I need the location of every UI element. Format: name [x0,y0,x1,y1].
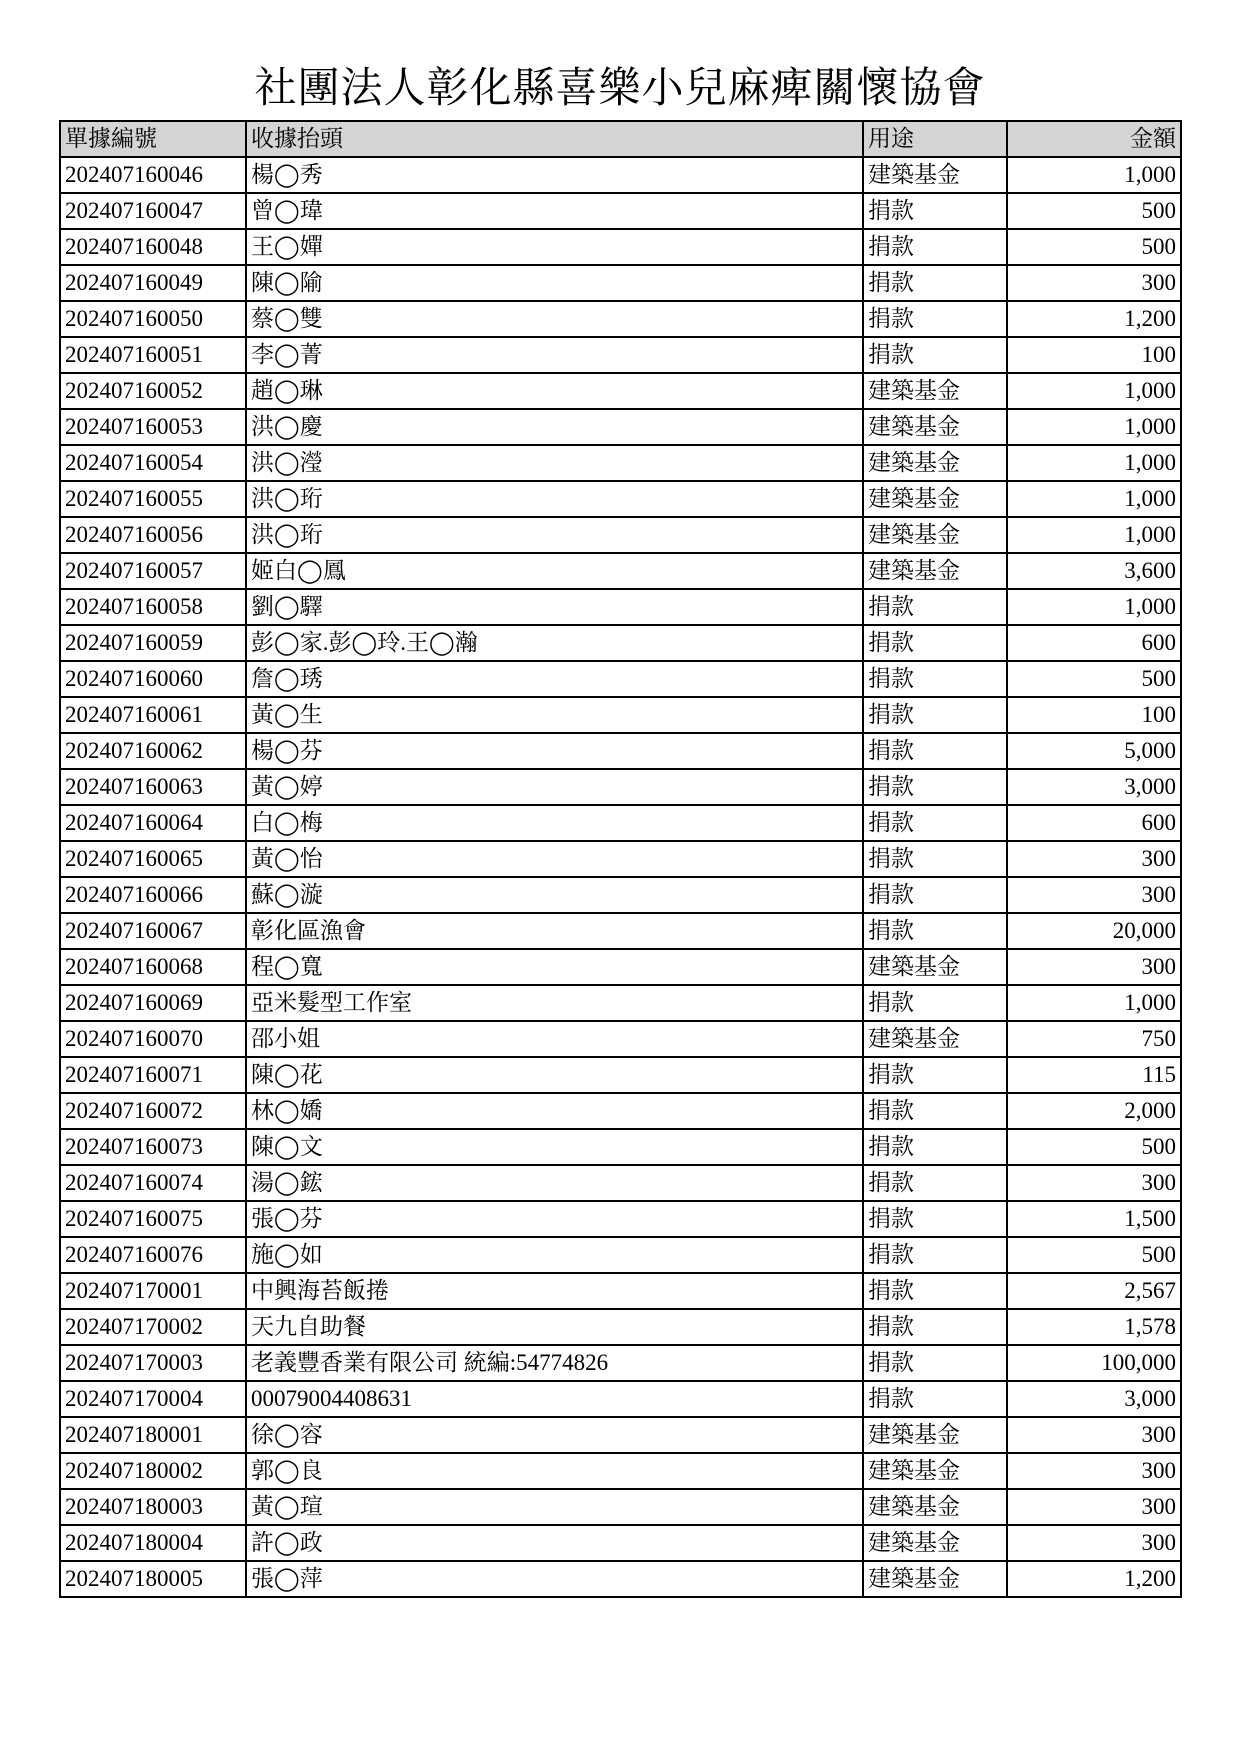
cell-payee: 林◯嬌 [246,1093,863,1129]
cell-payee: 蘇◯漩 [246,877,863,913]
cell-amount: 300 [1007,1489,1181,1525]
cell-purpose: 捐款 [863,265,1007,301]
cell-payee: 蔡◯雙 [246,301,863,337]
cell-purpose: 捐款 [863,1093,1007,1129]
cell-amount: 1,000 [1007,157,1181,193]
table-row [60,913,1181,949]
table-row [60,193,1181,229]
cell-payee: 張◯芬 [246,1201,863,1237]
cell-receipt-id: 202407160061 [60,697,246,733]
cell-amount: 300 [1007,841,1181,877]
table-row [60,1489,1181,1525]
cell-amount: 20,000 [1007,913,1181,949]
cell-purpose: 建築基金 [863,481,1007,517]
cell-amount: 1,000 [1007,481,1181,517]
table-row [60,949,1181,985]
table-row [60,805,1181,841]
table-row [60,553,1181,589]
cell-payee: 詹◯琇 [246,661,863,697]
cell-purpose: 捐款 [863,661,1007,697]
cell-amount: 1,000 [1007,985,1181,1021]
cell-purpose: 捐款 [863,805,1007,841]
cell-purpose: 捐款 [863,1381,1007,1417]
cell-purpose: 建築基金 [863,373,1007,409]
cell-amount: 2,567 [1007,1273,1181,1309]
cell-amount: 1,000 [1007,589,1181,625]
cell-payee: 白◯梅 [246,805,863,841]
table-row [60,589,1181,625]
table-row [60,445,1181,481]
cell-purpose: 捐款 [863,1057,1007,1093]
table-row [60,265,1181,301]
cell-amount: 500 [1007,661,1181,697]
cell-purpose: 捐款 [863,769,1007,805]
cell-purpose: 捐款 [863,1201,1007,1237]
page-title: 社團法人彰化縣喜樂小兒麻痺關懷協會 [254,63,986,112]
cell-payee: 老義豐香業有限公司 統編:54774826 [246,1345,863,1381]
table-row [60,1525,1181,1561]
cell-purpose: 捐款 [863,1237,1007,1273]
cell-purpose: 捐款 [863,301,1007,337]
cell-purpose: 捐款 [863,193,1007,229]
cell-payee: 亞米髮型工作室 [246,985,863,1021]
cell-payee: 姬白◯鳳 [246,553,863,589]
cell-payee: 陳◯文 [246,1129,863,1165]
cell-payee: 黃◯生 [246,697,863,733]
cell-receipt-id: 202407160057 [60,553,246,589]
cell-payee: 李◯菁 [246,337,863,373]
cell-purpose: 捐款 [863,841,1007,877]
cell-purpose: 捐款 [863,1273,1007,1309]
cell-purpose: 捐款 [863,985,1007,1021]
cell-payee: 郭◯良 [246,1453,863,1489]
cell-receipt-id: 202407160076 [60,1237,246,1273]
cell-receipt-id: 202407160074 [60,1165,246,1201]
cell-purpose: 建築基金 [863,1021,1007,1057]
table-row [60,1165,1181,1201]
cell-receipt-id: 202407160059 [60,625,246,661]
table-row [60,1057,1181,1093]
table-row [60,625,1181,661]
cell-purpose: 捐款 [863,877,1007,913]
table-row [60,1453,1181,1489]
table-row [60,157,1181,193]
cell-amount: 500 [1007,1129,1181,1165]
table-row [60,985,1181,1021]
cell-amount: 750 [1007,1021,1181,1057]
cell-amount: 5,000 [1007,733,1181,769]
cell-receipt-id: 202407170002 [60,1309,246,1345]
table-row [60,1237,1181,1273]
cell-payee: 湯◯鋐 [246,1165,863,1201]
cell-receipt-id: 202407180003 [60,1489,246,1525]
table-row [60,1561,1181,1597]
cell-receipt-id: 202407180005 [60,1561,246,1597]
cell-amount: 500 [1007,229,1181,265]
header-receipt-id: 單據編號 [60,121,246,157]
cell-purpose: 捐款 [863,913,1007,949]
table-row [60,733,1181,769]
cell-payee: 程◯寬 [246,949,863,985]
table-body [60,157,1181,1597]
table-row [60,481,1181,517]
cell-payee: 趙◯琳 [246,373,863,409]
cell-amount: 300 [1007,1525,1181,1561]
cell-receipt-id: 202407160056 [60,517,246,553]
cell-payee: 洪◯珩 [246,517,863,553]
cell-purpose: 建築基金 [863,445,1007,481]
cell-payee: 陳◯花 [246,1057,863,1093]
cell-amount: 2,000 [1007,1093,1181,1129]
cell-payee: 彭◯家.彭◯玲.王◯瀚 [246,625,863,661]
cell-payee: 劉◯驛 [246,589,863,625]
table-row [60,409,1181,445]
table-row [60,661,1181,697]
cell-receipt-id: 202407160075 [60,1201,246,1237]
table-row [60,769,1181,805]
cell-receipt-id: 202407160049 [60,265,246,301]
cell-amount: 3,000 [1007,769,1181,805]
cell-receipt-id: 202407160050 [60,301,246,337]
cell-purpose: 捐款 [863,1165,1007,1201]
table-row [60,841,1181,877]
receipt-table [59,120,1182,1598]
cell-receipt-id: 202407160062 [60,733,246,769]
cell-purpose: 建築基金 [863,409,1007,445]
cell-purpose: 捐款 [863,625,1007,661]
cell-payee: 彰化區漁會 [246,913,863,949]
cell-amount: 115 [1007,1057,1181,1093]
cell-purpose: 建築基金 [863,157,1007,193]
cell-receipt-id: 202407160066 [60,877,246,913]
table-row [60,1021,1181,1057]
cell-purpose: 捐款 [863,1309,1007,1345]
cell-receipt-id: 202407160072 [60,1093,246,1129]
cell-amount: 1,000 [1007,409,1181,445]
cell-receipt-id: 202407160068 [60,949,246,985]
cell-payee: 中興海苔飯捲 [246,1273,863,1309]
cell-purpose: 捐款 [863,589,1007,625]
cell-payee: 施◯如 [246,1237,863,1273]
cell-purpose: 建築基金 [863,949,1007,985]
cell-purpose: 捐款 [863,1345,1007,1381]
cell-amount: 100 [1007,337,1181,373]
cell-receipt-id: 202407160069 [60,985,246,1021]
cell-payee: 曾◯瑋 [246,193,863,229]
cell-receipt-id: 202407160065 [60,841,246,877]
cell-payee: 黃◯瑄 [246,1489,863,1525]
cell-payee: 張◯萍 [246,1561,863,1597]
cell-purpose: 捐款 [863,697,1007,733]
cell-receipt-id: 202407160048 [60,229,246,265]
cell-payee: 王◯嬋 [246,229,863,265]
cell-amount: 300 [1007,265,1181,301]
cell-payee: 陳◯隃 [246,265,863,301]
cell-payee: 00079004408631 [246,1381,863,1417]
cell-receipt-id: 202407160071 [60,1057,246,1093]
cell-receipt-id: 202407160051 [60,337,246,373]
cell-payee: 洪◯慶 [246,409,863,445]
cell-payee: 許◯政 [246,1525,863,1561]
cell-amount: 600 [1007,805,1181,841]
cell-amount: 500 [1007,1237,1181,1273]
cell-receipt-id: 202407160060 [60,661,246,697]
cell-purpose: 建築基金 [863,1417,1007,1453]
cell-purpose: 建築基金 [863,1561,1007,1597]
cell-payee: 邵小姐 [246,1021,863,1057]
table-row [60,1381,1181,1417]
cell-receipt-id: 202407180001 [60,1417,246,1453]
cell-receipt-id: 202407170004 [60,1381,246,1417]
cell-payee: 楊◯芬 [246,733,863,769]
cell-receipt-id: 202407160046 [60,157,246,193]
table-row [60,1345,1181,1381]
table-row [60,1273,1181,1309]
cell-amount: 1,200 [1007,301,1181,337]
cell-receipt-id: 202407160064 [60,805,246,841]
cell-purpose: 建築基金 [863,1525,1007,1561]
cell-payee: 天九自助餐 [246,1309,863,1345]
cell-payee: 黃◯婷 [246,769,863,805]
cell-receipt-id: 202407160055 [60,481,246,517]
table-row [60,301,1181,337]
cell-amount: 100 [1007,697,1181,733]
table-row [60,1093,1181,1129]
table-row [60,877,1181,913]
cell-receipt-id: 202407160053 [60,409,246,445]
cell-amount: 1,500 [1007,1201,1181,1237]
cell-amount: 1,000 [1007,517,1181,553]
cell-amount: 1,200 [1007,1561,1181,1597]
cell-amount: 100,000 [1007,1345,1181,1381]
cell-purpose: 建築基金 [863,1489,1007,1525]
cell-purpose: 捐款 [863,733,1007,769]
cell-amount: 3,600 [1007,553,1181,589]
table-row [60,229,1181,265]
cell-purpose: 捐款 [863,229,1007,265]
cell-amount: 1,000 [1007,373,1181,409]
cell-purpose: 建築基金 [863,517,1007,553]
header-row [60,121,1181,157]
cell-amount: 300 [1007,1453,1181,1489]
table-row [60,373,1181,409]
cell-receipt-id: 202407170003 [60,1345,246,1381]
cell-purpose: 建築基金 [863,553,1007,589]
header-purpose: 用途 [863,121,1007,157]
cell-receipt-id: 202407160073 [60,1129,246,1165]
cell-receipt-id: 202407160067 [60,913,246,949]
cell-amount: 1,578 [1007,1309,1181,1345]
table-row [60,1129,1181,1165]
cell-receipt-id: 202407160063 [60,769,246,805]
table-row [60,517,1181,553]
table-row [60,1309,1181,1345]
cell-receipt-id: 202407180002 [60,1453,246,1489]
cell-amount: 3,000 [1007,1381,1181,1417]
cell-amount: 300 [1007,877,1181,913]
cell-amount: 600 [1007,625,1181,661]
cell-payee: 洪◯珩 [246,481,863,517]
cell-receipt-id: 202407160047 [60,193,246,229]
table-row [60,697,1181,733]
cell-amount: 500 [1007,193,1181,229]
cell-amount: 1,000 [1007,445,1181,481]
table-row [60,1417,1181,1453]
header-payee: 收據抬頭 [246,121,863,157]
table-header [60,121,1181,157]
cell-payee: 楊◯秀 [246,157,863,193]
cell-payee: 黃◯怡 [246,841,863,877]
cell-purpose: 建築基金 [863,1453,1007,1489]
cell-receipt-id: 202407160054 [60,445,246,481]
cell-purpose: 捐款 [863,337,1007,373]
cell-payee: 洪◯瀅 [246,445,863,481]
cell-receipt-id: 202407160058 [60,589,246,625]
table-row [60,1201,1181,1237]
cell-purpose: 捐款 [863,1129,1007,1165]
cell-amount: 300 [1007,1417,1181,1453]
header-amount: 金額 [1007,121,1181,157]
cell-receipt-id: 202407160070 [60,1021,246,1057]
cell-receipt-id: 202407170001 [60,1273,246,1309]
cell-receipt-id: 202407180004 [60,1525,246,1561]
cell-payee: 徐◯容 [246,1417,863,1453]
cell-amount: 300 [1007,1165,1181,1201]
cell-amount: 300 [1007,949,1181,985]
table-row [60,337,1181,373]
cell-receipt-id: 202407160052 [60,373,246,409]
